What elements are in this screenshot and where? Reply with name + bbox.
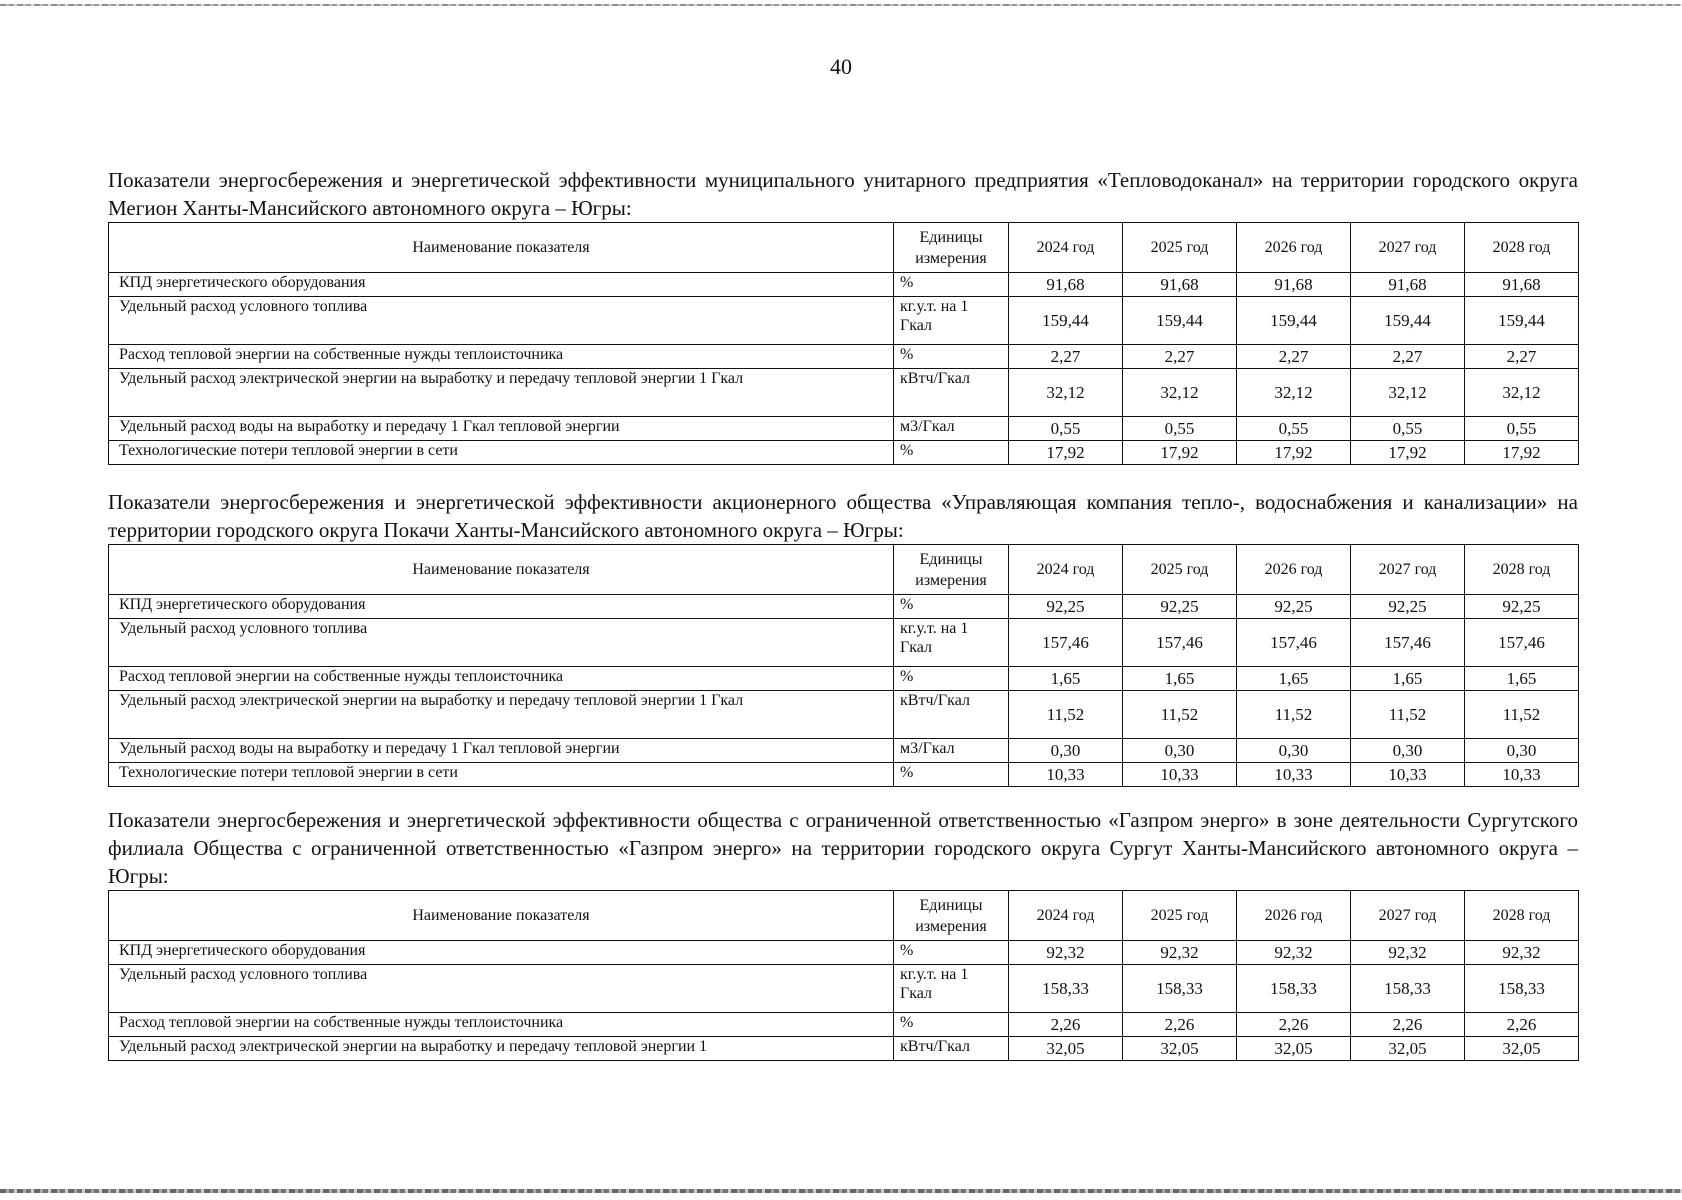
column-header-year: 2028 год (1465, 223, 1579, 273)
scan-edge-bottom (0, 1189, 1682, 1193)
indicator-value: 32,12 (1009, 369, 1123, 417)
table-row (109, 965, 1579, 1013)
indicator-value: 0,30 (1009, 739, 1123, 763)
indicator-value: 10,33 (1465, 763, 1579, 787)
indicator-value: 10,33 (1009, 763, 1123, 787)
indicator-name: Расход тепловой энергии на собственные нужды теплоисточника (109, 1013, 894, 1037)
indicator-value: 0,55 (1009, 417, 1123, 441)
column-header-year: 2025 год (1123, 223, 1237, 273)
indicator-value: 17,92 (1009, 441, 1123, 465)
indicator-value: 2,26 (1123, 1013, 1237, 1037)
indicator-value: 32,05 (1237, 1037, 1351, 1061)
indicator-value: 92,32 (1351, 941, 1465, 965)
indicator-name: Удельный расход условного топлива (109, 965, 894, 1013)
column-header-year: 2028 год (1465, 545, 1579, 595)
indicator-value: 1,65 (1351, 667, 1465, 691)
indicator-value: 2,27 (1237, 345, 1351, 369)
table-row (109, 441, 1579, 465)
column-header-year: 2027 год (1351, 545, 1465, 595)
indicator-value: 1,65 (1123, 667, 1237, 691)
column-header-year: 2024 год (1009, 545, 1123, 595)
indicator-value: 32,05 (1351, 1037, 1465, 1061)
indicator-unit: м3/Гкал (894, 417, 1009, 441)
table-header-row (109, 223, 1579, 273)
indicator-value: 32,05 (1465, 1037, 1579, 1061)
indicator-value: 17,92 (1237, 441, 1351, 465)
indicator-value: 159,44 (1237, 297, 1351, 345)
indicator-value: 157,46 (1009, 619, 1123, 667)
section-title: Показатели энергосбережения и энергетической эффективности общества с ограниченной ответственностью «Газпром энерго» в зоне деятельности Сургутского филиала Общества с ограниченной ответственностью «Газпром энерго» на территории городского округа Сургут Ханты-Мансийского автономного округа – Югры: (108, 808, 1578, 888)
indicator-unit: м3/Гкал (894, 739, 1009, 763)
indicator-value: 17,92 (1465, 441, 1579, 465)
table-row (109, 273, 1579, 297)
indicator-value: 157,46 (1123, 619, 1237, 667)
indicator-value: 158,33 (1237, 965, 1351, 1013)
indicator-value: 91,68 (1351, 273, 1465, 297)
indicator-unit: кг.у.т. на 1 Гкал (894, 297, 1009, 345)
indicator-value: 92,25 (1237, 595, 1351, 619)
indicator-value: 11,52 (1237, 691, 1351, 739)
column-header-name: Наименование показателя (109, 223, 894, 273)
indicator-value: 2,26 (1237, 1013, 1351, 1037)
indicator-name: Удельный расход воды на выработку и передачу 1 Гкал тепловой энергии (109, 739, 894, 763)
table-row (109, 941, 1579, 965)
indicator-section (108, 166, 1578, 465)
indicator-value: 157,46 (1351, 619, 1465, 667)
table-row (109, 417, 1579, 441)
indicator-value: 2,26 (1351, 1013, 1465, 1037)
indicators-table (108, 890, 1579, 1061)
indicator-value: 17,92 (1123, 441, 1237, 465)
indicator-name: КПД энергетического оборудования (109, 595, 894, 619)
indicator-value: 159,44 (1009, 297, 1123, 345)
indicator-value: 91,68 (1237, 273, 1351, 297)
column-header-year: 2024 год (1009, 891, 1123, 941)
indicator-value: 32,12 (1123, 369, 1237, 417)
indicator-value: 2,27 (1123, 345, 1237, 369)
table-row (109, 595, 1579, 619)
column-header-year: 2026 год (1237, 223, 1351, 273)
indicator-name: Расход тепловой энергии на собственные нужды теплоисточника (109, 345, 894, 369)
indicator-value: 0,30 (1123, 739, 1237, 763)
indicator-unit: % (894, 763, 1009, 787)
column-header-year: 2026 год (1237, 545, 1351, 595)
indicator-value: 1,65 (1009, 667, 1123, 691)
indicator-name: КПД энергетического оборудования (109, 941, 894, 965)
indicator-value: 1,65 (1237, 667, 1351, 691)
column-header-unit: Единицы измерения (894, 223, 1009, 273)
indicator-unit: % (894, 667, 1009, 691)
indicator-name: Удельный расход электрической энергии на выработку и передачу тепловой энергии 1 Гкал (109, 369, 894, 417)
indicator-value: 2,27 (1351, 345, 1465, 369)
indicator-value: 0,55 (1237, 417, 1351, 441)
column-header-year: 2024 год (1009, 223, 1123, 273)
indicators-table (108, 222, 1579, 465)
table-row (109, 739, 1579, 763)
indicator-value: 0,30 (1465, 739, 1579, 763)
indicator-unit: кВтч/Гкал (894, 691, 1009, 739)
table-row (109, 667, 1579, 691)
indicator-value: 10,33 (1237, 763, 1351, 787)
indicator-value: 91,68 (1465, 273, 1579, 297)
indicator-unit: кВтч/Гкал (894, 369, 1009, 417)
indicator-value: 32,05 (1123, 1037, 1237, 1061)
indicator-value: 10,33 (1351, 763, 1465, 787)
indicator-name: Удельный расход условного топлива (109, 619, 894, 667)
indicator-unit: % (894, 273, 1009, 297)
indicator-unit: кг.у.т. на 1 Гкал (894, 619, 1009, 667)
indicator-value: 0,55 (1123, 417, 1237, 441)
table-row (109, 1037, 1579, 1061)
table-header-row (109, 891, 1579, 941)
indicator-name: Удельный расход воды на выработку и передачу 1 Гкал тепловой энергии (109, 417, 894, 441)
indicator-value: 91,68 (1123, 273, 1237, 297)
indicator-value: 32,12 (1465, 369, 1579, 417)
indicator-value: 0,55 (1351, 417, 1465, 441)
indicator-value: 11,52 (1465, 691, 1579, 739)
indicators-table (108, 544, 1579, 787)
indicator-value: 2,26 (1465, 1013, 1579, 1037)
indicator-name: Технологические потери тепловой энергии в сети (109, 441, 894, 465)
indicator-value: 1,65 (1465, 667, 1579, 691)
indicator-value: 0,55 (1465, 417, 1579, 441)
indicator-value: 158,33 (1009, 965, 1123, 1013)
indicator-value: 92,32 (1009, 941, 1123, 965)
indicator-value: 92,32 (1237, 941, 1351, 965)
indicator-value: 92,25 (1009, 595, 1123, 619)
column-header-year: 2027 год (1351, 223, 1465, 273)
indicator-value: 32,05 (1009, 1037, 1123, 1061)
indicator-value: 10,33 (1123, 763, 1237, 787)
column-header-unit: Единицы измерения (894, 891, 1009, 941)
indicator-value: 159,44 (1123, 297, 1237, 345)
column-header-name: Наименование показателя (109, 891, 894, 941)
indicator-unit: % (894, 441, 1009, 465)
indicator-value: 92,25 (1465, 595, 1579, 619)
table-row (109, 763, 1579, 787)
table-row (109, 691, 1579, 739)
indicator-value: 11,52 (1009, 691, 1123, 739)
indicator-name: Технологические потери тепловой энергии в сети (109, 763, 894, 787)
indicator-value: 2,27 (1465, 345, 1579, 369)
table-row (109, 297, 1579, 345)
column-header-year: 2025 год (1123, 891, 1237, 941)
column-header-year: 2028 год (1465, 891, 1579, 941)
indicator-section (108, 806, 1578, 1061)
table-row (109, 1013, 1579, 1037)
indicator-value: 158,33 (1123, 965, 1237, 1013)
indicator-value: 159,44 (1351, 297, 1465, 345)
table-header-row (109, 545, 1579, 595)
indicator-value: 92,25 (1123, 595, 1237, 619)
indicator-name: Удельный расход электрической энергии на выработку и передачу тепловой энергии 1 (109, 1037, 894, 1061)
indicator-value: 157,46 (1465, 619, 1579, 667)
indicator-value: 92,25 (1351, 595, 1465, 619)
table-row (109, 345, 1579, 369)
indicator-name: КПД энергетического оборудования (109, 273, 894, 297)
indicator-value: 2,27 (1009, 345, 1123, 369)
scan-edge-top (0, 4, 1682, 6)
indicator-value: 158,33 (1351, 965, 1465, 1013)
indicator-value: 32,12 (1351, 369, 1465, 417)
page-number: 40 (830, 54, 852, 79)
indicator-unit: % (894, 1013, 1009, 1037)
indicator-name: Удельный расход электрической энергии на выработку и передачу тепловой энергии 1 Гкал (109, 691, 894, 739)
indicator-unit: % (894, 345, 1009, 369)
column-header-year: 2025 год (1123, 545, 1237, 595)
section-title: Показатели энергосбережения и энергетической эффективности акционерного общества «Управляющая компания тепло-, водоснабжения и канализации» на территории городского округа Покачи Ханты-Мансийского автономного округа – Югры: (108, 490, 1578, 542)
indicator-value: 0,30 (1237, 739, 1351, 763)
column-header-year: 2027 год (1351, 891, 1465, 941)
indicator-value: 0,30 (1351, 739, 1465, 763)
indicator-value: 11,52 (1123, 691, 1237, 739)
indicator-name: Расход тепловой энергии на собственные нужды теплоисточника (109, 667, 894, 691)
indicator-value: 11,52 (1351, 691, 1465, 739)
column-header-name: Наименование показателя (109, 545, 894, 595)
indicator-section (108, 488, 1578, 787)
table-row (109, 619, 1579, 667)
table-row (109, 369, 1579, 417)
indicator-unit: % (894, 941, 1009, 965)
indicator-unit: % (894, 595, 1009, 619)
column-header-year: 2026 год (1237, 891, 1351, 941)
indicator-name: Удельный расход условного топлива (109, 297, 894, 345)
indicator-value: 92,32 (1465, 941, 1579, 965)
indicator-unit: кВтч/Гкал (894, 1037, 1009, 1061)
indicator-value: 157,46 (1237, 619, 1351, 667)
indicator-value: 91,68 (1009, 273, 1123, 297)
indicator-unit: кг.у.т. на 1 Гкал (894, 965, 1009, 1013)
indicator-value: 158,33 (1465, 965, 1579, 1013)
column-header-unit: Единицы измерения (894, 545, 1009, 595)
indicator-value: 32,12 (1237, 369, 1351, 417)
section-title: Показатели энергосбережения и энергетической эффективности муниципального унитарного предприятия «Тепловодоканал» на территории городского округа Мегион Ханты-Мансийского автономного округа – Югры: (108, 168, 1578, 220)
indicator-value: 2,26 (1009, 1013, 1123, 1037)
indicator-value: 159,44 (1465, 297, 1579, 345)
indicator-value: 92,32 (1123, 941, 1237, 965)
indicator-value: 17,92 (1351, 441, 1465, 465)
